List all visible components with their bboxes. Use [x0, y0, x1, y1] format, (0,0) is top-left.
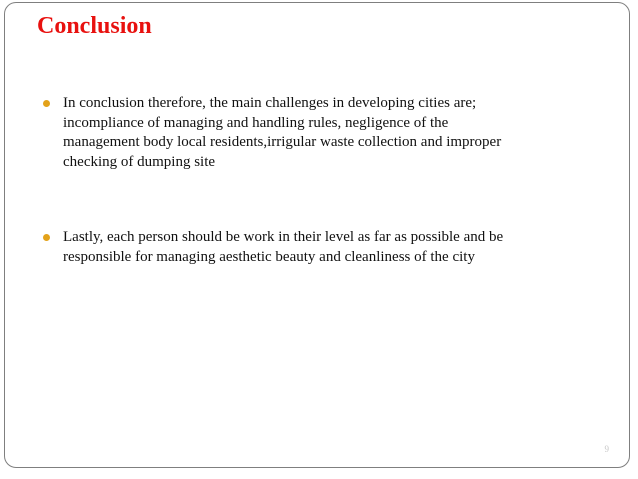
slide-number: 9 [604, 444, 609, 454]
bullet-line: responsible for managing aesthetic beauty and cleanliness of the city [63, 248, 475, 265]
bullet-line: checking of dumping site [63, 153, 216, 170]
slide-frame [4, 2, 630, 468]
bullet-dot-icon [43, 100, 50, 107]
bullet-line: In conclusion therefore, the main challenges in developing cities are; [63, 95, 477, 111]
bullet-item [43, 228, 603, 267]
bullet-list [43, 94, 603, 268]
bullet-line: management body local residents,irrigular waste collection and improper [63, 134, 502, 151]
bullet-line: incompliance of managing and handling rules, negligence of the [63, 114, 449, 131]
bullet-line: Lastly, each person should be work in their level as far as possible and be [63, 229, 504, 246]
bullet-item [43, 94, 603, 172]
slide-title: Conclusion [37, 13, 152, 39]
bullet-dot-icon [43, 234, 50, 241]
